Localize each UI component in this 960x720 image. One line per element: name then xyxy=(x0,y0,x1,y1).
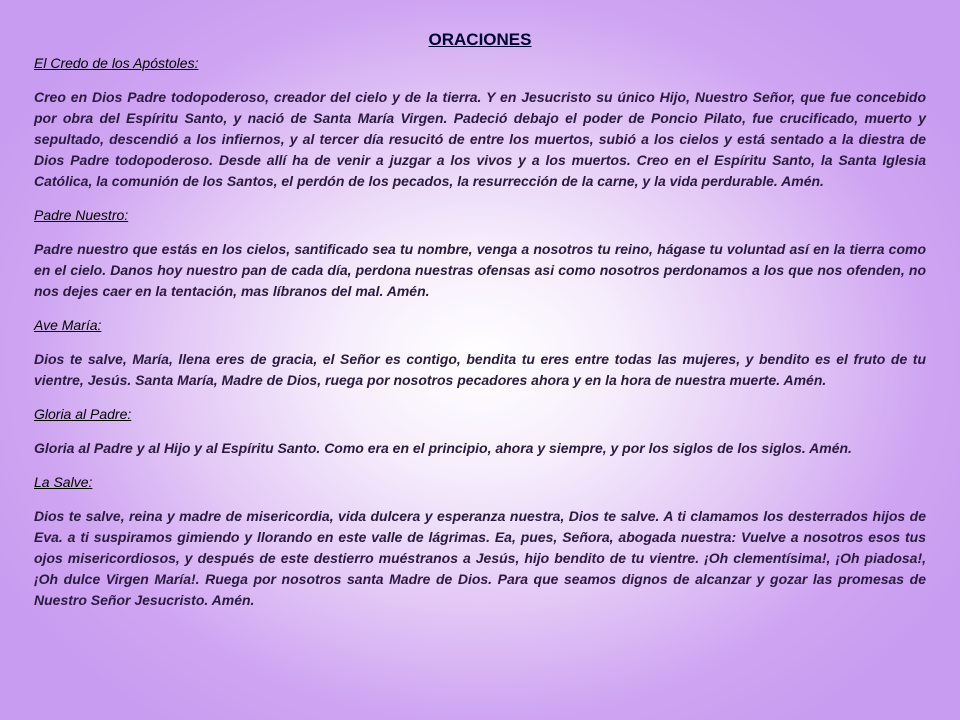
section-body-ave-maria: Dios te salve, María, llena eres de gracia, el Señor es contigo, bendita tu eres entre todas las mujeres, y bendito es el fruto de tu vientre, Jesús. Santa María, Madre de Dios, ruega por nosotros pecadores ahora y en la hora de nuestra muerte. Amén. xyxy=(34,351,926,388)
prayers-slide xyxy=(34,30,926,624)
section-ave-maria xyxy=(34,315,926,391)
section-gloria xyxy=(34,404,926,459)
section-heading-ave-maria: Ave María: xyxy=(34,317,102,333)
section-body-padre-nuestro: Padre nuestro que estás en los cielos, santificado sea tu nombre, venga a nosotros tu reino, hágase tu voluntad así en la tierra como en el cielo. Danos hoy nuestro pan de cada día, perdona nuestras ofensas asi como nosotros perdonamos a los que nos ofenden, no nos dejes caer en la tentación, mas líbranos del mal. Amén. xyxy=(34,241,926,299)
section-padre-nuestro xyxy=(34,205,926,302)
section-heading-padre-nuestro: Padre Nuestro: xyxy=(34,207,129,223)
section-heading-salve: La Salve: xyxy=(34,474,93,490)
section-body-gloria: Gloria al Padre y al Hijo y al Espíritu Santo. Como era en el principio, ahora y siempre, y por los siglos de los siglos. Amén. xyxy=(34,440,852,456)
section-heading-credo: El Credo de los Apóstoles: xyxy=(34,55,199,71)
section-heading-gloria: Gloria al Padre: xyxy=(34,406,132,422)
section-body-salve: Dios te salve, reina y madre de misericordia, vida dulcera y esperanza nuestra, Dios te salve. A ti clamamos los desterrados hijos de Eva. a ti suspiramos gimiendo y llorando en este valle de lágrimas. Ea, pues, Señora, abogada nuestra: Vuelve a nosotros esos tus ojos misericordiosos, y después de este destierro muéstranos a Jesús, hijo bendito de tu vientre. ¡Oh clementísima!, ¡Oh piadosa!, ¡Oh dulce Virgen María!. Ruega por nosotros santa Madre de Dios. Para que seamos dignos de alcanzar y gozar las promesas de Nuestro Señor Jesucristo. Amén. xyxy=(34,508,926,608)
section-salve xyxy=(34,472,926,611)
section-body-credo: Creo en Dios Padre todopoderoso, creador del cielo y de la tierra. Y en Jesucristo su único Hijo, Nuestro Señor, que fue concebido por obra del Espíritu Santo, y nació de Santa María Virgen. Padeció debajo el poder de Poncio Pilato, fue crucificado, muerto y sepultado, descendió a los infiernos, y al tercer día resucitó de entre los muertos, subió a los cielos y está sentado a la diestra de Dios Padre todopoderoso. Desde allí ha de venir a juzgar a los vivos y a los muertos. Creo en el Espíritu Santo, la Santa Iglesia Católica, la comunión de los Santos, el perdón de los pecados, la resurrección de la carne, y la vida perdurable. Amén. xyxy=(34,89,926,189)
section-credo xyxy=(34,53,926,192)
page-title: ORACIONES xyxy=(428,30,532,49)
